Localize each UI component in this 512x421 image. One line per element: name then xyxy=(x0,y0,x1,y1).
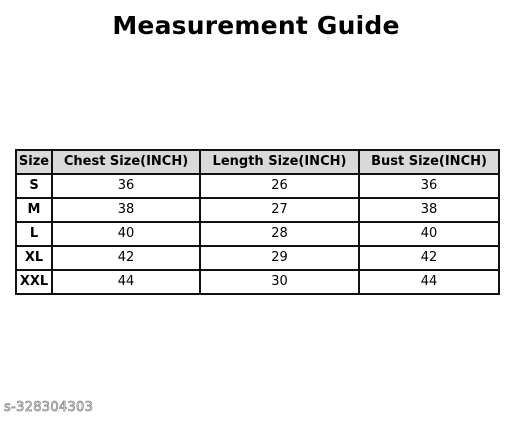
cell-chest: 36 xyxy=(52,174,200,198)
table-row xyxy=(16,198,499,222)
cell-bust: 42 xyxy=(359,246,499,270)
cell-length: 26 xyxy=(200,174,359,198)
cell-length: 30 xyxy=(200,270,359,294)
header-size: Size xyxy=(16,150,52,174)
watermark-text: s-328304303 xyxy=(4,400,94,415)
cell-chest: 40 xyxy=(52,222,200,246)
cell-size: L xyxy=(16,222,52,246)
cell-bust: 44 xyxy=(359,270,499,294)
cell-size: XL xyxy=(16,246,52,270)
table-row xyxy=(16,174,499,198)
cell-length: 28 xyxy=(200,222,359,246)
page-title: Measurement Guide xyxy=(112,11,400,40)
measurement-table xyxy=(15,149,500,295)
header-bust-size: Bust Size(INCH) xyxy=(359,150,499,174)
cell-bust: 40 xyxy=(359,222,499,246)
table-header-row xyxy=(16,150,499,174)
cell-chest: 42 xyxy=(52,246,200,270)
cell-chest: 38 xyxy=(52,198,200,222)
table-row xyxy=(16,270,499,294)
header-length-size: Length Size(INCH) xyxy=(200,150,359,174)
cell-bust: 36 xyxy=(359,174,499,198)
cell-size: M xyxy=(16,198,52,222)
table-row xyxy=(16,246,499,270)
header-chest-size: Chest Size(INCH) xyxy=(52,150,200,174)
cell-bust: 38 xyxy=(359,198,499,222)
cell-chest: 44 xyxy=(52,270,200,294)
cell-length: 27 xyxy=(200,198,359,222)
cell-size: XXL xyxy=(16,270,52,294)
cell-size: S xyxy=(16,174,52,198)
table-row xyxy=(16,222,499,246)
cell-length: 29 xyxy=(200,246,359,270)
